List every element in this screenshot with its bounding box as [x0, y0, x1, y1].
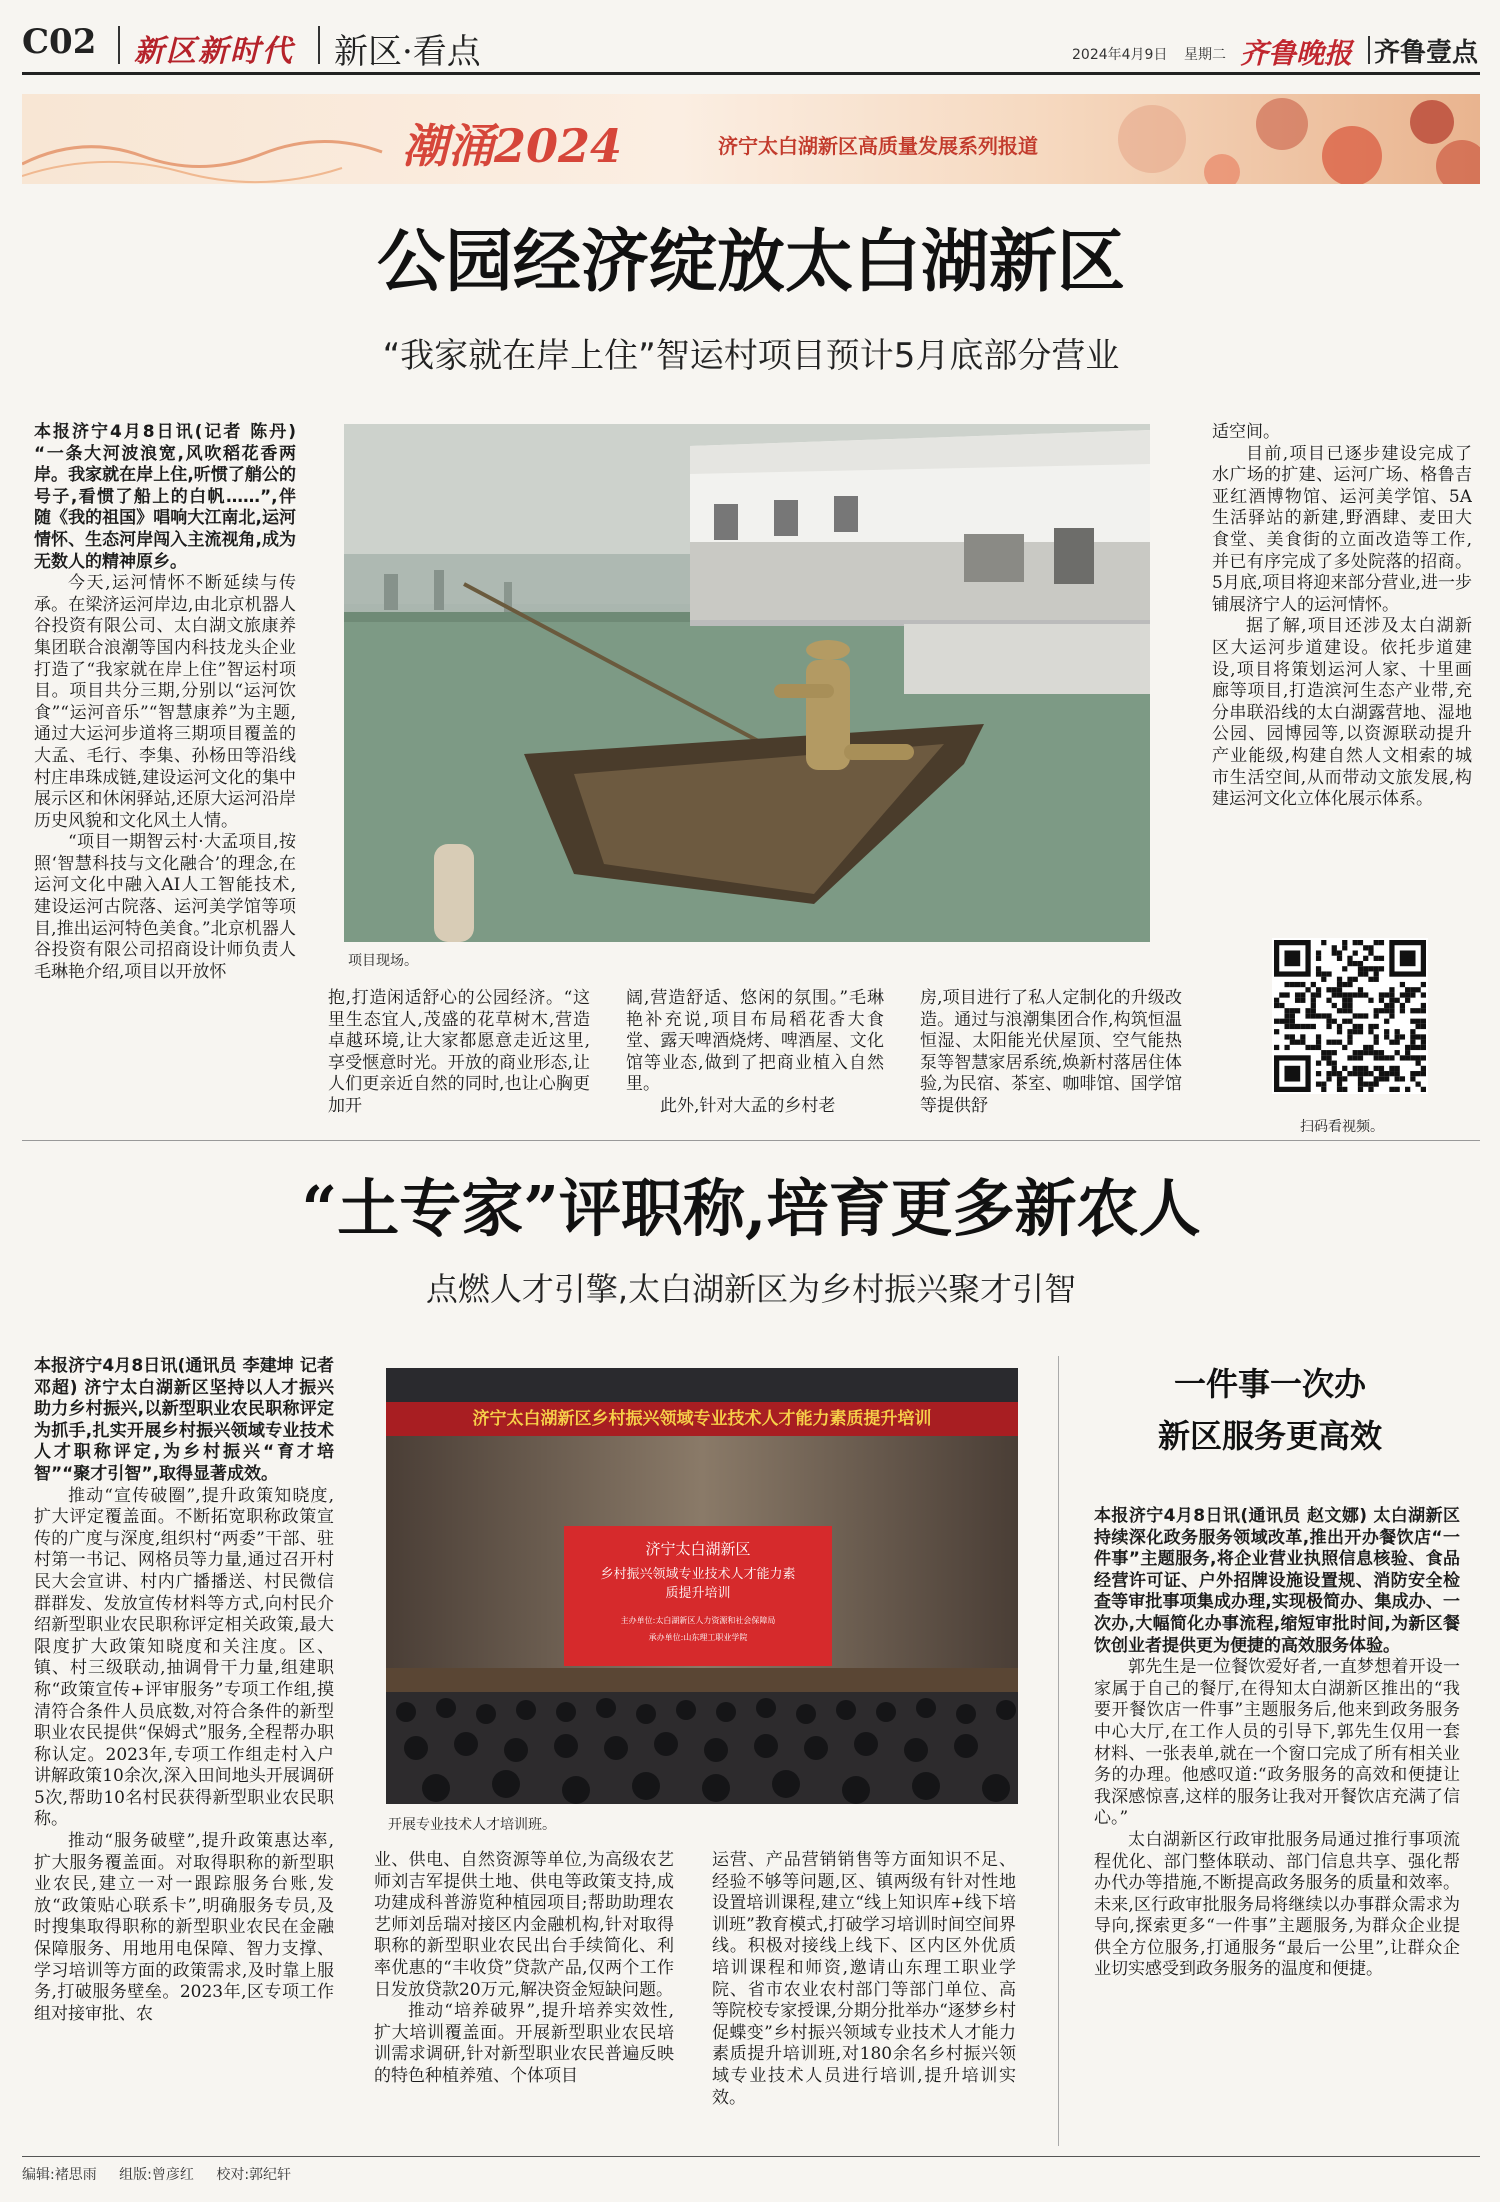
article2-col1 — [34, 1356, 334, 2148]
divider — [1368, 36, 1370, 64]
masthead-rule — [22, 72, 1480, 75]
screen-line: 乡村振兴领域专业技术人才能力素 — [600, 1567, 796, 1582]
article3-para: 郭先生是一位餐饮爱好者,一直梦想着开设一家属于自己的餐厅,在得知太白湖新区推出的“我要开餐饮店一件事”主题服务后,他来到政务服务中心大厅,在工作人员的引导下,郭先生仅用一套材料、一张表单,就在一个窗口完成了所有相关业务的办理。他感叹道:“政务服务的高效和便捷让我深感惊喜,这样的服务让我对开餐饮店充满了信心。” — [1094, 1657, 1460, 1829]
section-logo: 新区新时代 — [134, 34, 294, 69]
article1-title: 公园经济绽放太白湖新区 — [376, 222, 1125, 302]
article1-para: 据了解,项目还涉及太白湖新区大运河步道建设。依托步道建设,项目将策划运河人家、十里画廊等项目,打造滨河生态产业带,充分串联沿线的太白湖露营地、湿地公园、园博园等,以资源联动提升产业能级,构建自然人文相索的城市生活空间,从而带动文旅发展,构建运河文化立体化展示体系。 — [1212, 616, 1472, 810]
series-banner — [22, 94, 1480, 184]
article1-subtitle: “我家就在岸上住”智运村项目预计5月底部分营业 — [382, 336, 1120, 376]
footer-editor: 编辑:褚思雨 — [22, 2167, 97, 2183]
article3-para: 太白湖新区行政审批服务局通过推行事项流程优化、部门整体联动、部门信息共享、强化帮办代办等措施,不断提高政务服务的质量和效率。未来,区行政审批服务局将继续以办事群众需求为导向,探索更多“一件事”主题服务,为群众企业提供全方位服务,打通服务“最后一公里”,让群众企业切实感受到政务服务的温度和便捷。 — [1094, 1829, 1460, 1980]
article2-subtitle: 点燃人才引擎,太白湖新区为乡村振兴聚才引智 — [425, 1270, 1077, 1308]
article1-col2 — [328, 988, 590, 1122]
section-title: 新区·看点 — [334, 32, 481, 72]
qr-caption: 扫码看视频。 — [1300, 1119, 1384, 1135]
section-rule — [22, 1140, 1480, 1141]
article1-col3 — [626, 988, 884, 1122]
article1-col4 — [920, 988, 1182, 1122]
article1-photo — [344, 424, 1150, 942]
training-banner: 济宁太白湖新区乡村振兴领域专业技术人才能力素质提升培训 — [386, 1402, 1018, 1436]
masthead — [22, 18, 1480, 70]
article1-col1 — [34, 422, 296, 1122]
article1-para: 此外,针对大孟的乡村老 — [660, 1095, 836, 1116]
article2-col2 — [374, 1850, 674, 2150]
qr-pattern — [1274, 940, 1426, 1092]
page-number: C02 — [22, 22, 97, 62]
issue-weekday: 星期二 — [1184, 47, 1226, 63]
article1-para: 阔,营造舒适、悠闲的氛围。”毛琳艳补充说,项目布局稻花香大食堂、露天啤酒烧烤、啤酒屋、文化馆等业态,做到了把商业植入自然里。 — [626, 988, 884, 1095]
banner-logo: 潮涌2024 — [402, 119, 623, 173]
paper-logo: 齐鲁晚报 — [1240, 37, 1353, 70]
footer — [22, 2164, 291, 2184]
article1-para: 目前,项目已逐步建设完成了水广场的扩建、运河广场、格鲁吉亚红酒博物馆、运河美学馆、5A生活驿站的新建,野酒肆、麦田大食堂、美食街的立面改造等工作,并已有序完成了多处院落的招商。5月底,项目将迎来部分营业,进一步铺展济宁人的运河情怀。 — [1212, 443, 1472, 615]
article1-photo-caption: 项目现场。 — [348, 953, 418, 969]
footer-proof: 校对:郭纪轩 — [216, 2167, 292, 2183]
article1-para: 抱,打造闲适舒心的公园经济。“这里生态宜人,茂盛的花草树木,营造卓越环境,让大家都愿意走近这里,享受惬意时光。开放的商业形态,让人们更亲近自然的同时,也让心胸更加开 — [328, 988, 590, 1116]
footer-rule — [22, 2156, 1480, 2157]
article1-para: 今天,运河情怀不断延续与传承。在梁济运河岸边,由北京机器人谷投资有限公司、太白湖文旅康养集团联合浪潮等国内科技龙头企业打造了“我家就在岸上住”智运村项目。项目共分三期,分别以“运河饮食”“运河音乐”“智慧康养”为主题,通过大运河步道将三期项目覆盖的大孟、毛行、李集、孙杨田等沿线村庄串珠成链,建设运河文化的集中展示区和休闲驿站,还原大运河沿岸历史风貌和文化风土人情。 — [34, 573, 296, 831]
footer-layout: 组版:曾彦红 — [119, 2167, 194, 2183]
article2-para: 推动“培养破界”,提升培养实效性,扩大培训覆盖面。开展新型职业农民培训需求调研,针对新型职业农民普遍反映的特色种植养殖、个体项目 — [374, 2001, 674, 2086]
screen-line: 济宁太白湖新区 — [645, 1540, 751, 1558]
article1-para: 房,项目进行了私人定制化的升级改造。通过与浪潮集团合作,构筑恒温恒湿、太阳能光伏屋顶、空气能热泵等智慧家居系统,焕新村落居住体验,为民宿、茶室、咖啡馆、国学馆等提供舒 — [920, 988, 1182, 1116]
article1-para: “项目一期智云村·大孟项目,按照‘智慧科技与文化融合’的理念,在运河文化中融入AI人工智能技术,建设运河古院落、运河美学馆等项目,推出运河特色美食。”北京机器人谷投资有限公司招商设计师负责人毛琳艳介绍,项目以开放怀 — [34, 832, 296, 982]
divider — [318, 26, 320, 64]
article3-title-line2: 新区服务更高效 — [1157, 1417, 1382, 1455]
article1-para: 适空间。 — [1212, 422, 1280, 442]
article3-title-line1: 一件事一次办 — [1173, 1365, 1366, 1403]
app-logo: 齐鲁壹点 — [1374, 38, 1479, 68]
screen-line: 主办单位:太白湖新区人力资源和社会保障局 — [620, 1616, 776, 1625]
scene-illustration — [344, 424, 1150, 942]
article2-para: 推动“服务破壁”,提升政策惠达率,扩大服务覆盖面。对取得职称的新型职业农民,建立一对一跟踪服务台账,发放“政策贴心联系卡”,明确服务专员,及时搜集取得职称的新型职业农民在金融保障服务、用地用电保障、智力支撑、学习培训等方面的政策需求,及时靠上服务,打破服务壁垒。2023年,区专项工作组对接审批、农 — [34, 1831, 334, 2024]
article2-photo — [386, 1368, 1018, 1804]
issue-date: 2024年4月9日 — [1072, 47, 1168, 63]
banner-text: 济宁太白湖新区高质量发展系列报道 — [718, 134, 1038, 158]
article2-para: 推动“宣传破圈”,提升政策知晓度,扩大评定覆盖面。不断拓宽职称政策宣传的广度与深度,组织村“两委”干部、驻村第一书记、网格员等力量,通过召开村民大会宣讲、村内广播播送、村民微信群群发、发放宣传材料等方式,向村民介绍新型职业农民职称评定相关政策,最大限度扩大政策知晓度和关注度。区、镇、村三级联动,抽调骨干力量,组建职称“政策宣传+评审服务”专项工作组,摸清符合条件人员底数,对符合条件的新型职业农民提供“保姆式”服务,全程帮办职称认定。2023年,专项工作组走村入户讲解政策10余次,深入田间地头开展调研5次,帮助10名村民获得新型职业农民职称。 — [34, 1485, 334, 1830]
article1-col5 — [1212, 422, 1472, 918]
screen-line: 承办单位:山东理工职业学院 — [648, 1633, 748, 1642]
article2-para: 运营、产品营销销售等方面知识不足、经验不够等问题,区、镇两级有针对性地设置培训课程,建立“线上知识库+线下培训班”教育模式,打破学习培训时间空间界线。积极对接线上线下、区内区外优质培训课程和师资,邀请山东理工职业学院、省市农业农村部门等部门单位、高等院校专家授课,分期分批举办“逐梦乡村促蝶变”乡村振兴领域专业技术人才能力素质提升培训班,对180余名乡村振兴领域专业技术人员进行培训,提升培训实效。 — [712, 1850, 1016, 2108]
column-divider — [1058, 1356, 1059, 2146]
article1-lead: 本报济宁4月8日讯(记者 陈丹) “一条大河波浪宽,风吹稻花香两岸。我家就在岸上住,听惯了艄公的号子,看惯了船上的白帆……”,伴随《我的祖国》唱响大江南北,运河情怀、生态河岸闯入主流视角,成为无数人的精神原乡。 — [34, 422, 296, 572]
article3-body — [1094, 1506, 1460, 2142]
article3-lead: 本报济宁4月8日讯(通讯员 赵文娜) 太白湖新区持续深化政务服务领域改革,推出开办餐饮店“一件事”主题服务,将企业营业执照信息核验、食品经营许可证、户外招牌设施设置规、消防安全检查等审批事项集成办理,实现极简办、集成办、一次办,大幅简化办事流程,缩短审批时间,为新区餐饮创业者提供更为便捷的高效服务体验。 — [1094, 1506, 1460, 1656]
screen-line: 质提升培训 — [665, 1586, 731, 1601]
article2-photo-caption: 开展专业技术人才培训班。 — [388, 1817, 556, 1833]
audience — [386, 1692, 1018, 1804]
article2-col3 — [712, 1850, 1016, 2150]
article2-para: 业、供电、自然资源等单位,为高级农艺师刘吉军提供土地、供电等政策支持,成功建成科普游览种植园项目;帮助助理农艺师刘岳瑞对接区内金融机构,针对取得职称的新型职业农民出台手续简化、利率优惠的“丰收贷”贷款产品,仅两个工作日发放贷款20万元,解决资金短缺问题。 — [374, 1850, 674, 2000]
projection-screen — [564, 1526, 832, 1666]
article2-title: “土专家”评职称,培育更多新农人 — [301, 1172, 1201, 1245]
qr-code[interactable] — [1272, 938, 1428, 1094]
divider — [118, 26, 120, 64]
article2-lead: 本报济宁4月8日讯(通讯员 李建坤 记者 邓超) 济宁太白湖新区坚持以人才振兴助力乡村振兴,以新型职业农民职称评定为抓手,扎实开展乡村振兴领域专业技术人才职称评定,为乡村振兴“育才培智”“聚才引智”,取得显著成效。 — [34, 1356, 334, 1484]
